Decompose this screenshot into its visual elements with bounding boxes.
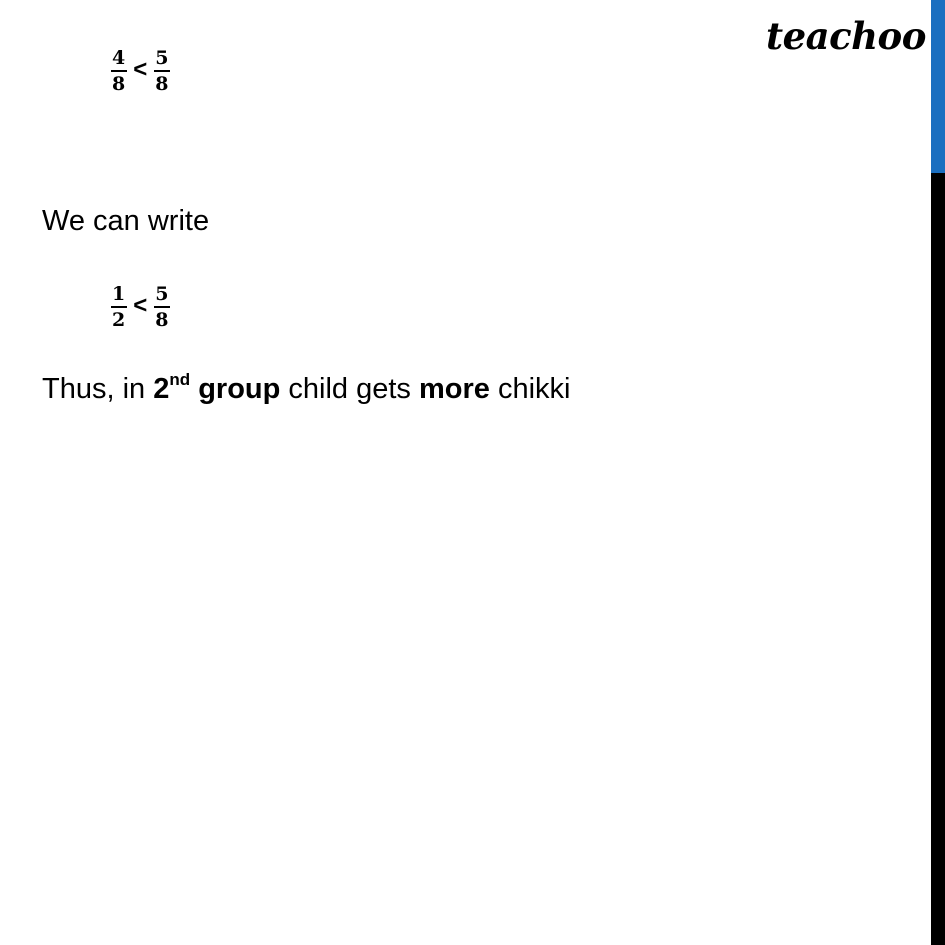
equation-one-half-less-than-five-eighths [110, 283, 170, 331]
fraction-left [110, 47, 127, 95]
fraction-right [153, 47, 170, 95]
denominator: 2 [112, 309, 126, 331]
numerator: 5 [155, 283, 169, 305]
right-edge-accent [931, 0, 945, 173]
intro-text: We can write [42, 205, 210, 237]
denominator: 8 [112, 73, 126, 95]
denominator: 8 [155, 309, 169, 331]
ordinal-suffix: nd [169, 370, 191, 389]
conclusion-text [42, 370, 571, 406]
less-than-operator: < [133, 292, 148, 319]
denominator: 8 [155, 73, 169, 95]
emphasis-more: more [418, 373, 490, 405]
fraction-right [153, 283, 170, 331]
numerator: 1 [112, 283, 126, 305]
conclusion-part1: Thus, in [42, 373, 154, 405]
fraction-left [110, 283, 127, 331]
numerator: 4 [112, 47, 126, 69]
group-word: group [190, 373, 281, 405]
conclusion-part2: child gets [280, 373, 419, 405]
numerator: 5 [155, 47, 169, 69]
ordinal-number: 2 [153, 373, 170, 405]
equation-four-eighths-less-than-five-eighths [110, 47, 170, 95]
conclusion-part3: chikki [489, 373, 571, 405]
less-than-operator: < [133, 56, 148, 83]
teachoo-logo: teachoo [766, 14, 926, 58]
